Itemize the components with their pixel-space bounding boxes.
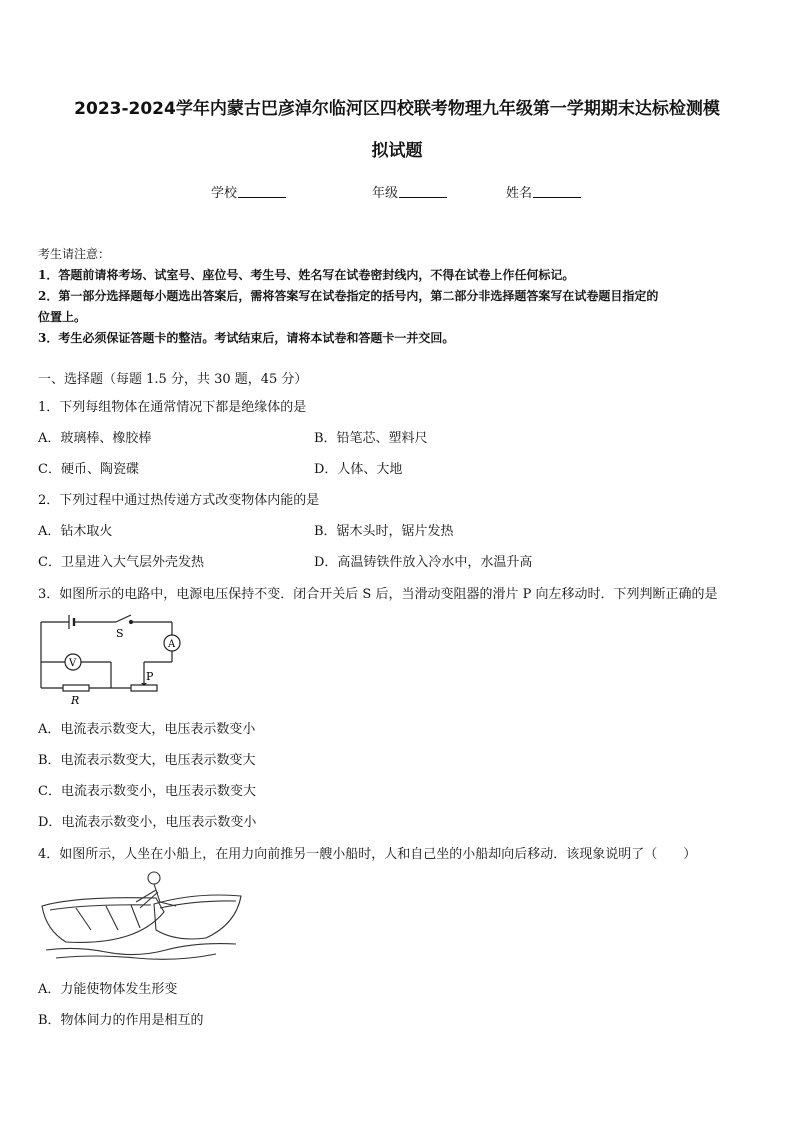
voltmeter-label: V xyxy=(69,658,77,669)
ammeter-label: A xyxy=(168,639,176,650)
grade-label: 年级 xyxy=(372,186,399,201)
water-line xyxy=(46,944,236,955)
q3-option-b: B．电流表示数变大，电压表示数变大 xyxy=(38,753,256,768)
notice-item: 3．考生必须保证答题卡的整洁。考试结束后，请将本试卷和答题卡一并交回。 xyxy=(38,331,455,345)
name-field xyxy=(506,182,581,201)
q2-option-c: C．卫星进入大气层外壳发热 xyxy=(38,555,204,570)
section-heading: 一、选择题（每题 1.5 分，共 30 题，45 分） xyxy=(38,372,308,387)
exam-title xyxy=(30,88,764,172)
notice-item: 2．第一部分选择题每小题选出答案后，需将答案写在试卷指定的括号内，第二部分非选择题答案写在试卷题目指定的 xyxy=(38,289,659,303)
grade-blank xyxy=(399,185,447,198)
q3-option-c: C．电流表示数变小，电压表示数变大 xyxy=(38,784,256,799)
notice-heading: 考生请注意： xyxy=(38,247,111,261)
q2-option-a: A．钻木取火 xyxy=(38,524,113,539)
q1-option-a: A．玻璃棒、橡胶棒 xyxy=(38,431,152,446)
notice-block xyxy=(38,244,762,349)
school-field xyxy=(211,182,286,201)
notice-item: 位置上。 xyxy=(38,310,87,324)
q4-option-a: A．力能使物体发生形变 xyxy=(38,982,178,997)
q1-option-b: B．铅笔芯、塑料尺 xyxy=(314,431,428,446)
q1-option-d: D．人体、大地 xyxy=(314,462,403,477)
question-4-stem: 4．如图所示，人坐在小船上，在用力向前推另一艘小船时，人和自己坐的小船却向后移动．该现象说明了（ ） xyxy=(38,847,697,862)
person-boat xyxy=(154,895,241,939)
question-3-stem: 3．如图所示的电路中，电源电压保持不变．闭合开关后 S 后，当滑动变阻器的滑片 P 向左移动时．下列判断正确的是 xyxy=(38,587,718,602)
question-1-stem: 1．下列每组物体在通常情况下都是绝缘体的是 xyxy=(38,400,307,415)
boat-seats xyxy=(76,905,140,930)
q3-option-d: D．电流表示数变小，电压表示数变小 xyxy=(38,815,257,830)
switch-label: S xyxy=(116,627,124,640)
boat-rim xyxy=(50,905,151,910)
notice-item: 1．答题前请将考场、试室号、座位号、考生号、姓名写在试卷密封线内，不得在试卷上作任何标记。 xyxy=(38,268,575,282)
boat-illustration xyxy=(36,868,246,968)
slider-label: P xyxy=(146,670,154,683)
q3-option-a: A．电流表示数变大，电压表示数变小 xyxy=(38,722,256,737)
q1-option-c: C．硬币、陶瓷碟 xyxy=(38,462,139,477)
person-head xyxy=(148,872,160,884)
name-label: 姓名 xyxy=(506,186,533,201)
resistor-r xyxy=(63,685,89,691)
school-blank xyxy=(238,185,286,198)
name-blank xyxy=(533,185,581,198)
exam-title-line2: 拟试题 xyxy=(371,141,423,161)
grade-field xyxy=(372,182,447,201)
q4-option-b: B．物体间力的作用是相互的 xyxy=(38,1013,204,1028)
question-2-stem: 2．下列过程中通过热传递方式改变物体内能的是 xyxy=(38,493,320,508)
exam-title-line1: 2023-2024学年内蒙古巴彦淖尔临河区四校联考物理九年级第一学期期末达标检测模 xyxy=(74,99,720,119)
q2-option-d: D．高温铸铁件放入冷水中，水温升高 xyxy=(314,555,533,570)
resistor-label: R xyxy=(71,694,80,707)
circuit-diagram xyxy=(36,610,186,710)
q2-option-b: B．锯木头时，锯片发热 xyxy=(314,524,454,539)
switch-blade xyxy=(116,615,131,622)
school-label: 学校 xyxy=(211,186,238,201)
